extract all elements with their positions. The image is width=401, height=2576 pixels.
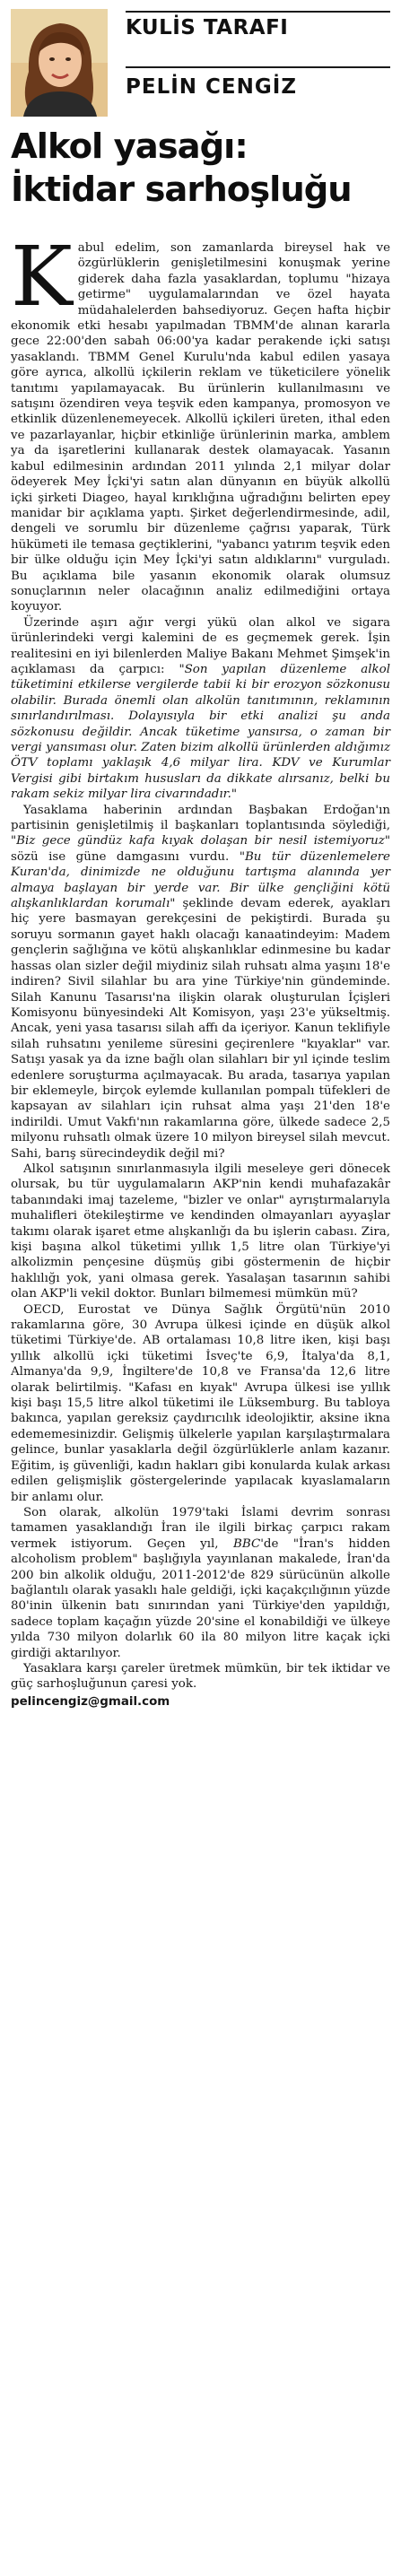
paragraph-3-text: şeklinde devam ederek, ayakları hiç yere basmayan gerekçesini de pekiştirdi. Burada şu soruyu sormanın gayet haklı olacağı kanaatindeyim: Madem gençlerin sağlığına ve kötü alışkanlıklar edinmesine bu kadar hassas olan sizler değil miydiniz silah ruhsatı alma yaşını 18'e indiren? Sivil silahlar bu ara yine Türkiye'nin gündeminde. Silah Kanunu Tasarısı'na ilişkin olarak oluşturulan İçişleri Komisyonu bünyesindeki Alt Komisyon, yaşı 23'e yükseltmiş. Ancak, yeni yasa tasarısı silah affı da içeriyor. Kanun teklifiyle silah ruhsatını yenileme süresini geçirenlere "kıyaklar" var. Satışı yasak ya da izne bağlı olan silahları bir yıl içinde teslim edenlere soruşturma açılmayacak. Bu arada, tasarıya yapılan bir eklemeyle, birçok eylemde kullanılan pompalı tüfekleri de kapsayan av silahları için ruhsat alma yaşı 21'den 18'e indirildi. Umut Vakfı'nın rakamlarına göre, ülkede sadece 2,5 milyonu ruhsatlı olmak üzere 10 milyon bireysel silah mevcut. Sahi, barış sürecindeydik değil mi? xyxy=(11,897,390,1161)
article-body xyxy=(11,229,390,1710)
paragraph-3 xyxy=(11,803,390,1162)
paragraph-3-mid: sözü ise güne damgasını vurdu. xyxy=(11,849,240,864)
header-rule-middle xyxy=(126,66,390,68)
paragraph-2-text: Üzerinde aşırı ağır vergi yükü olan alkol ve sigara ürünlerindeki vergi kalemini de es geçmemek gerek. İşin realitesini en iyi bilenlerden Maliye Bakanı Mehmet Şimşek'in açıklaması da çarpıcı: xyxy=(11,615,390,676)
quote-simsek: "Son yapılan düzenleme alkol tüketimini etkilerse vergilerde tabii ki bir erozyon sözkonusu olabilir. Burada önemli olan alkolün tanıtımının, reklamının sınırlandırılması. Dolayısıyla bir etki analizi şu anda sözkonusu değildir. Ancak tüketime yansırsa, o zaman bir vergi yansıması olur. Zaten bizim alkollü ürünlerden aldığımız ÖTV toplamı yaklaşık 4,6 milyar lira. KDV ve Kurumlar Vergisi gibi birtakım hususları da dikkate alırsanız, belki bu rakam sekiz milyar lira civarındadır." xyxy=(11,662,390,802)
paragraph-3-intro: Yasaklama haberinin ardından Başbakan Erdoğan'ın partisinin genişletilmiş il başkanları toplantısında söylediği, xyxy=(11,803,390,833)
paragraph-4: Alkol satışının sınırlanmasıyla ilgili meseleye geri dönecek olursak, bu tür uygulamaların AKP'nin kendi muhafazakâr tabanındaki imaj tazeleme, "bizler ve onlar" ayrıştırmalarıyla muhalifleri ötekileştirme ve kendinden olmayanları ayyaşlar takımı olarak işaret etme alışkanlığı da bu işlerin cabası. Zira, kişi başına alkol tüketimi yıllık 1,5 litre olan Türkiye'yi alkolizmin pençesine düşmüş gibi göstermenin de hiçbir haklılığı yok, yani olmasa gerek. Yasalaşan tasarının sahibi olan AKP'li vekil doktor. Bunları bilmemesi mümkün mü? xyxy=(11,1162,390,1301)
paragraph-7: Yasaklara karşı çareler üretmek mümkün, bir tek iktidar ve güç sarhoşluğunun çaresi yok. xyxy=(11,1661,390,1692)
headline-line-2: İktidar sarhoşluğu xyxy=(11,170,352,210)
paragraph-1 xyxy=(11,229,390,615)
paragraph-1-text: abul edelim, son zamanlarda bireysel hak ve özgürlüklerin genişletilmesini konuşmak yerine giderek daha fazla yasaklardan, toplumu "hizaya getirme" uygulamalarından ve özel hayata müdahalelerden bahsediyoruz. Geçen hafta hiçbir ekonomik etki hesabı yapılmadan TBMM'de alınan kararla gece 22:00'den sabah 06:00'ya kadar perakende içki satışı yasaklandı. TBMM Genel Kurulu'nda kabul edilen yasaya göre ayrıca, alkollü içkilerin reklam ve tüketicilere yönelik tanıtımı yapılamayacak. Bu ürünlerin kullanılmasını ve satışını özendiren veya teşvik eden kampanya, promosyon ve etkinlik düzenlenemeyecek. Alkollü içkileri üreten, ithal eden ve pazarlayanlar, hiçbir etkinliğe ürünlerinin marka, amblem ya da işaretlerini kullanarak destek olamayacak. Yasanın kabul edilmesinin ardından 2011 yılında 2,1 milyar dolar ödeyerek Mey İçki'yi satın alan dünyanın en büyük alkollü içki şirketi Diageo, hayal kırıklığına uğradığını belirten epey manidar bir açıklama yaptı. Şirket değerlendirmesinde, adil, dengeli ve sorumlu bir düzenleme çağrısı yaparak, Türk hükümeti ile temasa geçtiklerini, "yabancı yatırım teşvik eden bir ülke olduğu için Mey İçki'yi satın aldıklarını" vurguladı. Bu açıklama bile yasanın ekonomik olarak olumsuz sonuçlarının neler olacağının analiz edilmediğini ortaya koyuyor. xyxy=(11,241,390,614)
author-photo xyxy=(11,9,108,117)
quote-erdogan-1: "Biz gece gündüz kafa kıyak dolaşan bir nesil istemiyoruz" xyxy=(11,834,390,849)
column-header xyxy=(0,0,401,126)
column-title: KULİS TARAFI xyxy=(126,16,289,39)
quote-erdogan-2: "Bu tür düzenlemelere Kuran'da, dinimizde ne olduğunu tartışma alanında yer almaya başlayan bir yerde var. Bir ülke gençliğini kötü alışkanlıklardan korumalı" xyxy=(11,849,390,911)
author-name: PELİN CENGİZ xyxy=(126,75,297,99)
paragraph-5: OECD, Eurostat ve Dünya Sağlık Örgütü'nün 2010 rakamlarına göre, 30 Avrupa ülkesi içinde en düşük alkol tüketimi Türkiye'de. AB ortalaması 10,8 litre iken, kişi başı yıllık alkollü içki tüketimi İsveç'te 6,9, İtalya'da 8,1, Almanya'da 9,9, İngiltere'de 10,8 ve Fransa'da 12,6 litre olarak belirtilmiş. "Kafası en kıyak" Avrupa ülkesi ise yıllık kişi başı 15,5 litre alkol tüketimi ile Lüksemburg. Bu tabloya bakınca, yapılan gereksiz çaydırıcılık ideolojiktir, aksine ikna edememesinizdir. Gelişmiş ülkelerle yapılan karşılaştırmalara gelince, bunlar yasaklarla değil özgürlüklerle anlam kazanır. Eğitim, iş güvenliği, kadın hakları gibi konularda kulak arkası edilen gelişmişlik göstergelerinde yapılacak kıyaslamaların bir anlamı olur. xyxy=(11,1302,390,1504)
author-email[interactable]: pelincengiz@gmail.com xyxy=(11,1694,170,1709)
paragraph-2 xyxy=(11,615,390,803)
headline-line-1: Alkol yasağı: xyxy=(11,126,248,167)
header-rule-top xyxy=(126,11,390,13)
paragraph-6-text: 'de "İran's hidden alcoholism problem" başlığıyla yayınlanan makalede, İran'da 200 bin alkolik olduğu, 2011-2012'de 829 sürücünün alkolle bağlantılı olarak yasaklı hale geldiği, içki kaçakçılığının yüzde 80'inin ülkenin batı sınırından yani Türkiye'den yapıldığı, sadece toplam kaçağın yüzde 20'sine el konabildiği ve ülkeye yılda 730 milyon dolarlık 60 ila 80 milyon litre kaçak içki girdiği aktarılıyor. xyxy=(11,1536,390,1660)
headline xyxy=(11,126,392,212)
paragraph-6 xyxy=(11,1505,390,1661)
paragraph-6-intro: Son olarak, alkolün 1979'taki İslami devrim sonrası tamamen yasaklandığı İran ile ilgili birkaç çarpıcı rakam vermek istiyorum. Geçen yıl, xyxy=(11,1505,390,1551)
source-bbc: BBC xyxy=(233,1536,261,1551)
drop-cap: K xyxy=(11,229,73,325)
